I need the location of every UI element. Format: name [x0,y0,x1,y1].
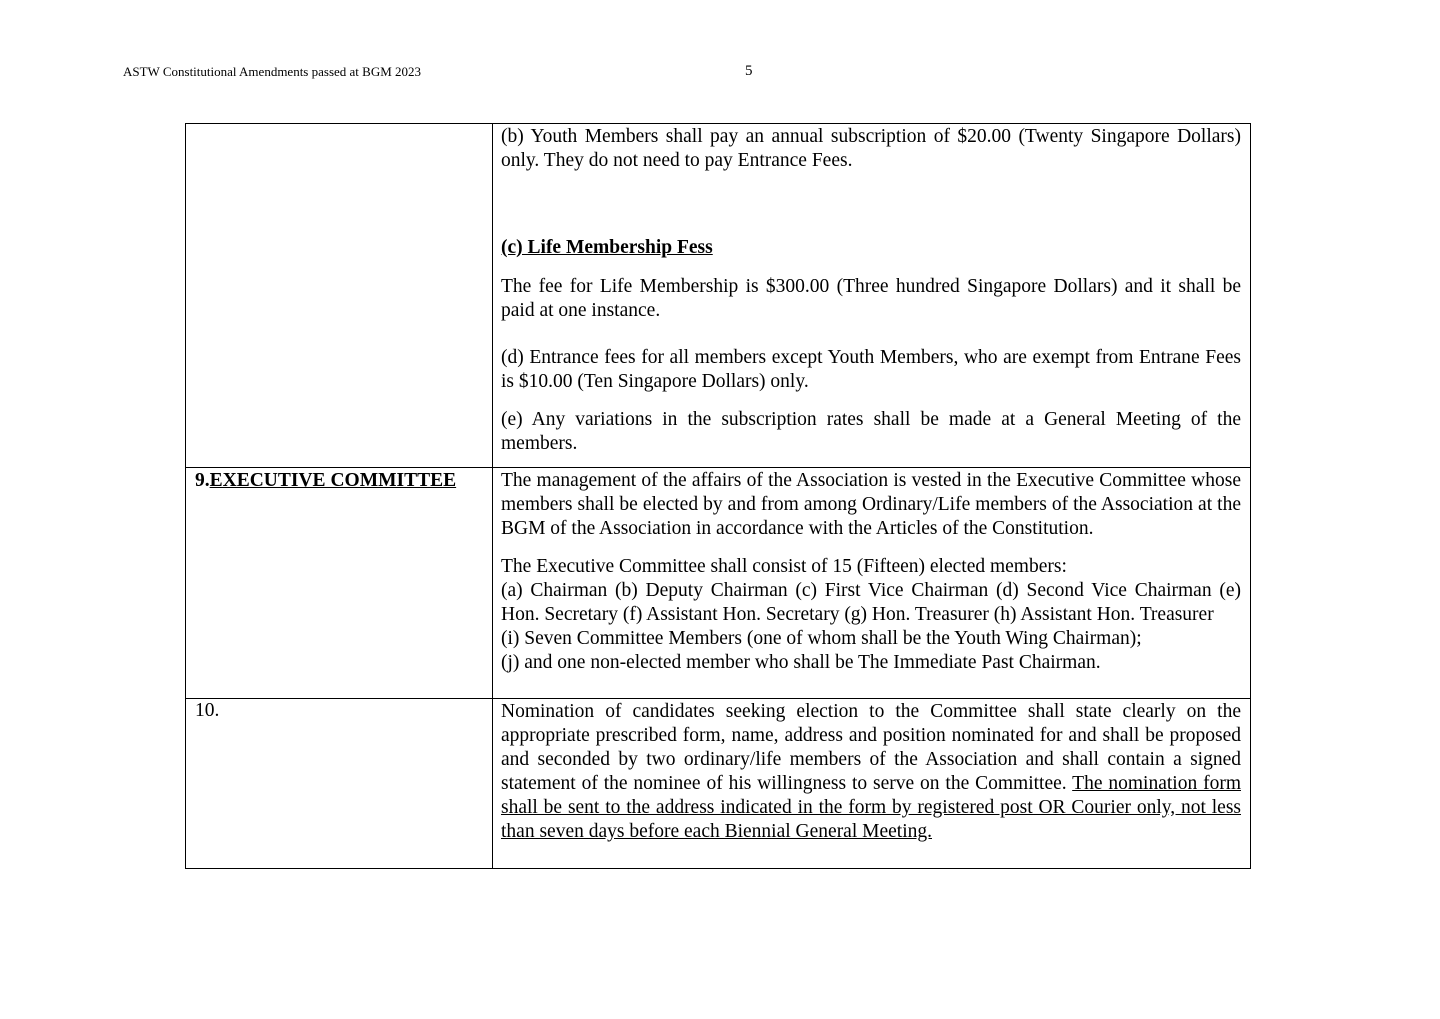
row-label-nomination [186,699,493,869]
entrance-fees-paragraph: (d) Entrance fees for all members except Youth Members, who are exempt from Entrane Fees is $10.00 (Ten Singapore Dollars) only. [501,347,1241,392]
composition-members: (i) Seven Committee Members (one of whom shall be the Youth Wing Chairman); [501,628,1142,649]
composition-offices: (a) Chairman (b) Deputy Chairman (c) First Vice Chairman (d) Second Vice Chairman (e) Hon. Secretary (f) Assistant Hon. Secretary (g) Hon. Treasurer (h) Assistant Hon. Treasurer [501,580,1241,625]
management-paragraph: The management of the affairs of the Association is vested in the Executive Committee whose members shall be elected by and from among Ordinary/Life members of the Association at the BGM of the Association in accordance with the Articles of the Constitution. [501,470,1241,539]
life-membership-heading: (c) Life Membership Fess [501,237,713,258]
section-title: EXECUTIVE COMMITTEE [209,470,457,491]
row-content-executive-committee [493,468,1251,699]
nomination-text: Nomination of candidates seeking election to the Committee shall state clearly on the appropriate prescribed form, name, address and position nominated for and shall be proposed and seconded by two ordinary/life members of the Association and shall contain a signed statement of the nominee of his willingness to serve on the Committee. [501,701,1241,794]
nomination-paragraph [501,699,1241,868]
page-number: 5 [745,63,753,79]
amendments-table [185,123,1251,869]
composition-intro: The Executive Committee shall consist of 15 (Fifteen) elected members: [501,556,1067,577]
row-label-empty [186,124,493,468]
composition-past-chairman: (j) and one non-elected member who shall be The Immediate Past Chairman. [501,652,1101,673]
life-membership-paragraph: The fee for Life Membership is $300.00 (Three hundred Singapore Dollars) and it shall be paid at one instance. [501,276,1241,321]
table-row-nomination [186,699,1251,869]
table-row-executive-committee [186,468,1251,699]
document-header-title: ASTW Constitutional Amendments passed at BGM 2023 [123,64,422,79]
youth-subscription-paragraph: (b) Youth Members shall pay an annual subscription of $20.00 (Twenty Singapore Dollars) only. They do not need to pay Entrance Fees. [501,126,1241,171]
variations-paragraph: (e) Any variations in the subscription rates shall be made at a General Meeting of the members. [501,409,1241,454]
section-heading [195,468,484,493]
section-number: 9. [195,470,210,491]
committee-composition [501,541,1241,675]
row-content-nomination [493,699,1251,869]
section-number: 10. [195,700,220,721]
table-row-subscriptions [186,124,1251,468]
row-label-executive-committee [186,468,493,699]
nomination-underlined-text: The nomination form shall be sent to the address indicated in the form by registered post OR Courier only, not less than seven days before each Biennial General Meeting. [501,773,1241,842]
row-content-subscriptions [493,124,1251,468]
